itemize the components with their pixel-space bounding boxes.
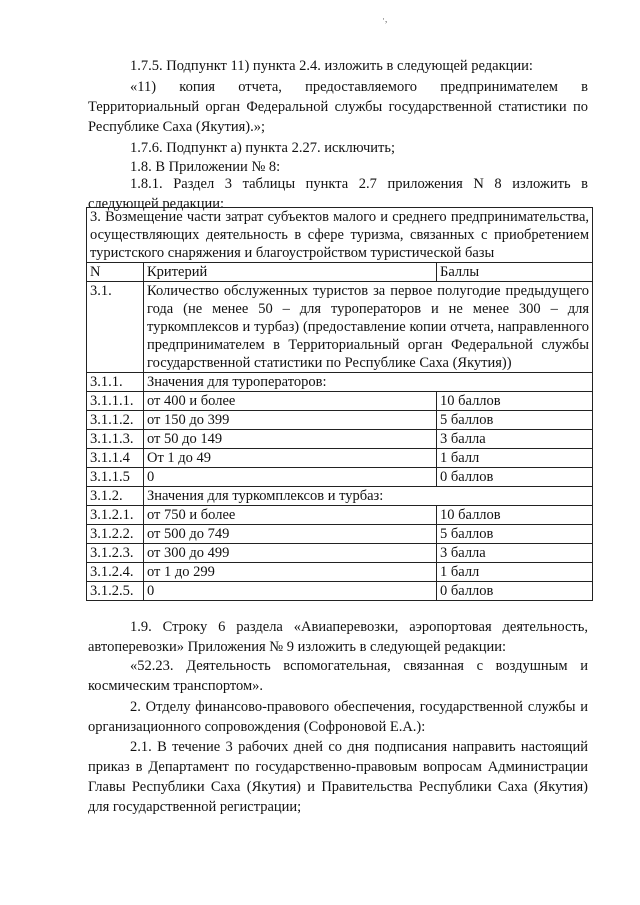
points-cell: 0 баллов — [437, 468, 593, 487]
row-number: 3.1.1.2. — [87, 411, 144, 430]
group-title: Значения для туроператоров: — [144, 373, 593, 392]
range-cell: от 300 до 499 — [144, 544, 437, 563]
column-header-n: N — [87, 263, 144, 282]
range-cell: от 750 и более — [144, 506, 437, 525]
row-number: 3.1.1. — [87, 373, 144, 392]
points-cell: 3 балла — [437, 544, 593, 563]
table-row — [87, 430, 593, 449]
paragraph-quote-11: «11) копия отчета, предоставляемого предпринимателем в Территориальный орган Федеральной службы государственной статистики по Республике Саха (Якутия).»; — [88, 79, 588, 135]
range-cell: 0 — [144, 468, 437, 487]
column-header-criterion: Критерий — [144, 263, 437, 282]
row-number: 3.1.2.5. — [87, 582, 144, 601]
range-cell: от 1 до 299 — [144, 563, 437, 582]
points-cell: 1 балл — [437, 449, 593, 468]
criteria-table — [86, 207, 593, 601]
range-cell: 0 — [144, 582, 437, 601]
paragraph-1-7-5: 1.7.5. Подпункт 11) пункта 2.4. изложить в следующей редакции: — [130, 58, 533, 74]
scan-mark: ·, — [382, 14, 388, 24]
row-number: 3.1.1.1. — [87, 392, 144, 411]
table-row — [87, 468, 593, 487]
group-title: Значения для туркомплексов и турбаз: — [144, 487, 593, 506]
points-cell: 10 баллов — [437, 506, 593, 525]
table-group-row — [87, 487, 593, 506]
table-row — [87, 411, 593, 430]
paragraph-1-8: 1.8. В Приложении № 8: — [130, 159, 281, 175]
table-row — [87, 525, 593, 544]
row-number: 3.1.2.2. — [87, 525, 144, 544]
paragraph-2: 2. Отделу финансово-правового обеспечения, государственной службы и организационного сопровождения (Софроновой Е.А.): — [88, 699, 588, 735]
row-number: 3.1.2.3. — [87, 544, 144, 563]
table-header-row — [87, 263, 593, 282]
row-number: 3.1. — [87, 282, 144, 373]
range-cell: от 50 до 149 — [144, 430, 437, 449]
table-row — [87, 506, 593, 525]
paragraph-2-1: 2.1. В течение 3 рабочих дней со дня подписания направить настоящий приказ в Департамент по государственно-правовым вопросам Администрации Главы Республики Саха (Якутия) и Правительства Республики Саха (Якутия) для государственной регистрации; — [88, 739, 588, 815]
table-row — [87, 282, 593, 373]
table-row — [87, 544, 593, 563]
section-title: 3. Возмещение части затрат субъектов малого и среднего предпринимательства, осуществляющих деятельность в сфере туризма, связанных с приобретением туристского снаряжения и благоустройством туристической базы — [87, 208, 593, 263]
table-row — [87, 563, 593, 582]
paragraph-1-7-6: 1.7.6. Подпункт а) пункта 2.27. исключить; — [130, 140, 396, 156]
paragraph-1-9: 1.9. Строку 6 раздела «Авиаперевозки, аэропортовая деятельность, автоперевозки» Приложения № 9 изложить в следующей редакции: — [88, 619, 588, 655]
column-header-points: Баллы — [437, 263, 593, 282]
paragraph-quote-52-23: «52.23. Деятельность вспомогательная, связанная с воздушным и космическим транспортом». — [88, 658, 588, 694]
points-cell: 3 балла — [437, 430, 593, 449]
row-number: 3.1.2.4. — [87, 563, 144, 582]
points-cell: 5 баллов — [437, 525, 593, 544]
range-cell: от 500 до 749 — [144, 525, 437, 544]
row-number: 3.1.1.3. — [87, 430, 144, 449]
row-number: 3.1.1.4 — [87, 449, 144, 468]
table-row — [87, 392, 593, 411]
range-cell: от 400 и более — [144, 392, 437, 411]
paragraph-1-8-1: 1.8.1. Раздел 3 таблицы пункта 2.7 приложения N 8 изложить в следующей редакции: — [88, 176, 588, 212]
table-section-row — [87, 208, 593, 263]
points-cell: 10 баллов — [437, 392, 593, 411]
range-cell: От 1 до 49 — [144, 449, 437, 468]
row-number: 3.1.1.5 — [87, 468, 144, 487]
table-group-row — [87, 373, 593, 392]
criterion-description: Количество обслуженных туристов за первое полугодие предыдущего года (не менее 50 – для туроператоров и не менее 300 – для туркомплексов и турбаз) (предоставление копии отчета, направленного предпринимателем в Территориальный орган Федеральной службы государственной статистики по Республике Саха (Якутия)) — [144, 282, 593, 373]
row-number: 3.1.2. — [87, 487, 144, 506]
table-row — [87, 582, 593, 601]
row-number: 3.1.2.1. — [87, 506, 144, 525]
points-cell: 0 баллов — [437, 582, 593, 601]
table-row — [87, 449, 593, 468]
range-cell: от 150 до 399 — [144, 411, 437, 430]
points-cell: 5 баллов — [437, 411, 593, 430]
points-cell: 1 балл — [437, 563, 593, 582]
